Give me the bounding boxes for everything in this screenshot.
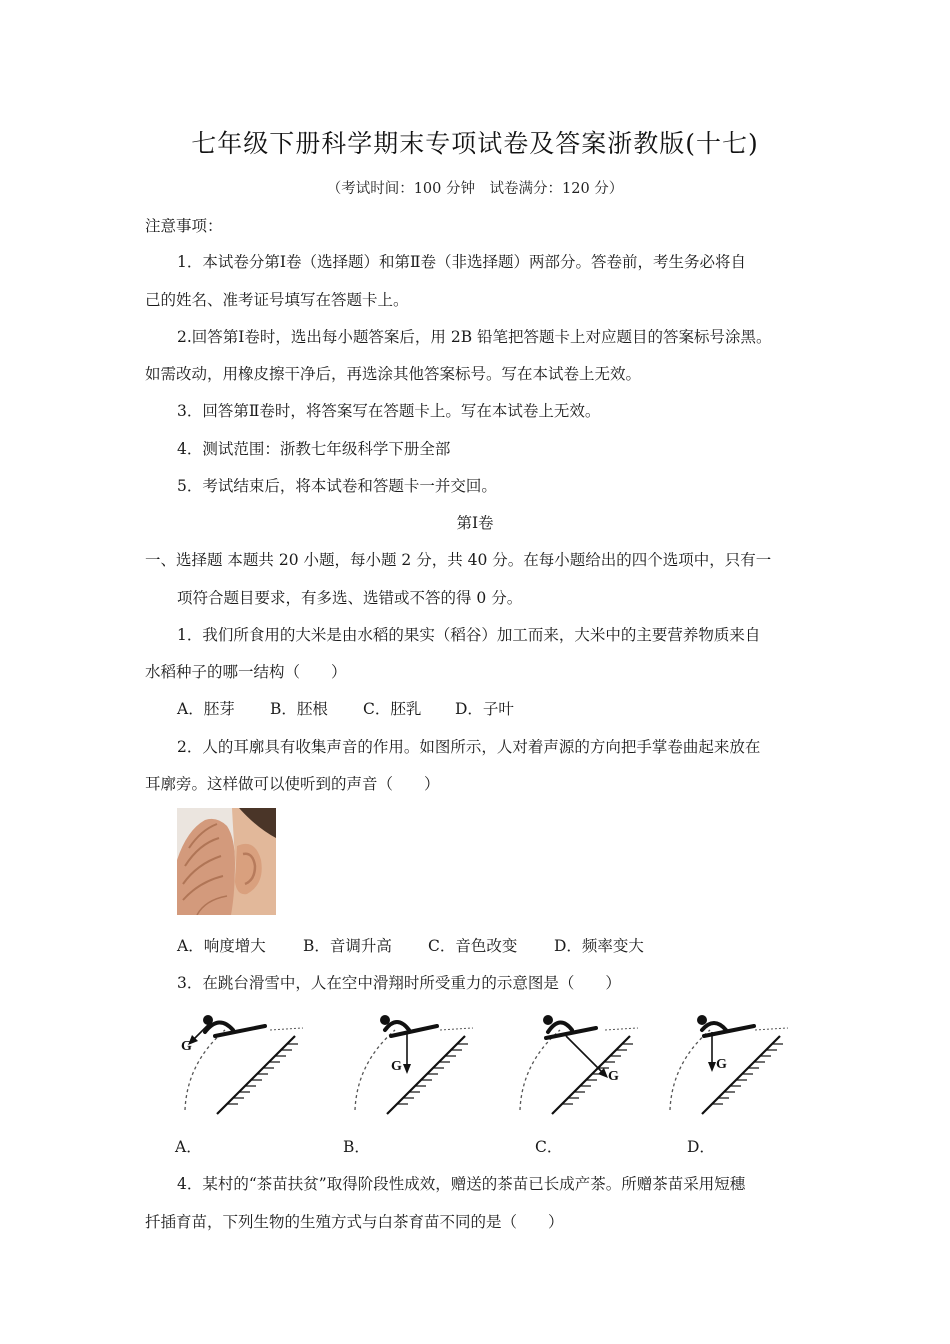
note-2-line-1: 2.回答第Ⅰ卷时，选出每小题答案后，用 2B 铅笔把答题卡上对应题目的答案标号涂黑。	[177, 328, 772, 346]
q1-stem-line-1: 1．我们所食用的大米是由水稻的果实（稻谷）加工而来，大米中的主要营养物质来自	[177, 626, 761, 644]
q4-stem-line-2: 扦插育苗，下列生物的生殖方式与白茶育苗不同的是（ ）	[145, 1213, 564, 1231]
note-3: 3．回答第Ⅱ卷时，将答案写在答题卡上。写在本试卷上无效。	[177, 402, 601, 420]
page-title: 七年级下册科学期末专项试卷及答案浙教版(十七)	[191, 129, 759, 158]
q3-c-gravity-label: G	[608, 1069, 619, 1084]
q3-b-gravity-label: G	[391, 1059, 402, 1074]
q2-option-b: B．音调升高	[303, 937, 392, 955]
note-2-line-2: 如需改动，用橡皮擦干净后，再选涂其他答案标号。写在本试卷上无效。	[145, 365, 642, 383]
q2-option-c: C．音色改变	[428, 937, 518, 955]
q3-stem-line-1: 3．在跳台滑雪中，人在空中滑翔时所受重力的示意图是（ ）	[177, 974, 621, 992]
q1-option-b: B．胚根	[270, 700, 328, 718]
volume-label: 第Ⅰ卷	[456, 514, 494, 532]
q2-stem-line-2: 耳廓旁。这样做可以使听到的声音（ ）	[145, 775, 440, 793]
q3-d-gravity-label: G	[716, 1057, 727, 1072]
q3-a-gravity-label: G	[181, 1039, 192, 1054]
q1-options	[177, 697, 514, 719]
q1-option-d: D．子叶	[455, 700, 514, 718]
q3-figure-d	[660, 1008, 790, 1116]
hand-cupped-ear-illustration	[177, 808, 276, 915]
q4-stem-line-1: 4．某村的“茶苗扶贫”取得阶段性成效，赠送的茶苗已长成产茶。所赠茶苗采用短穗	[177, 1175, 746, 1193]
hand-cupped-ear-photo	[177, 808, 276, 915]
note-4: 4．测试范围：浙教七年级科学下册全部	[177, 440, 451, 458]
q3-option-a: A．	[175, 1138, 202, 1156]
note-5: 5．考试结束后，将本试卷和答题卡一并交回。	[177, 477, 497, 495]
q3-figure-b	[345, 1008, 475, 1116]
q2-option-d: D．频率变大	[554, 937, 644, 955]
q3-figure-a	[175, 1008, 305, 1116]
q2-options	[177, 934, 644, 956]
q3-option-c: C．	[535, 1138, 563, 1156]
exam-info: （考试时间：100 分钟 试卷满分：120 分）	[326, 181, 624, 197]
q1-option-c: C．胚乳	[363, 700, 422, 718]
note-1-line-1: 1．本试卷分第Ⅰ卷（选择题）和第Ⅱ卷（非选择题）两部分。答卷前，考生务必将自	[177, 253, 747, 271]
q1-stem-line-2: 水稻种子的哪一结构（ ）	[145, 663, 347, 681]
section-heading-line-2: 项符合题目要求，有多选、选错或不答的得 0 分。	[177, 589, 523, 607]
notes-heading: 注意事项：	[145, 217, 223, 235]
section-heading-line-1: 一、选择题 本题共 20 小题，每小题 2 分，共 40 分。在每小题给出的四个选项中，只有一	[145, 551, 772, 569]
q3-option-b: B．	[343, 1138, 370, 1156]
q2-option-a: A．响度增大	[177, 937, 266, 955]
q2-stem-line-1: 2．人的耳廓具有收集声音的作用。如图所示，人对着声源的方向把手掌卷曲起来放在	[177, 738, 761, 756]
q3-option-d: D．	[687, 1138, 715, 1156]
note-1-line-2: 己的姓名、准考证号填写在答题卡上。	[145, 291, 409, 309]
q3-figure-c	[510, 1008, 640, 1116]
q1-option-a: A．胚芽	[177, 700, 235, 718]
